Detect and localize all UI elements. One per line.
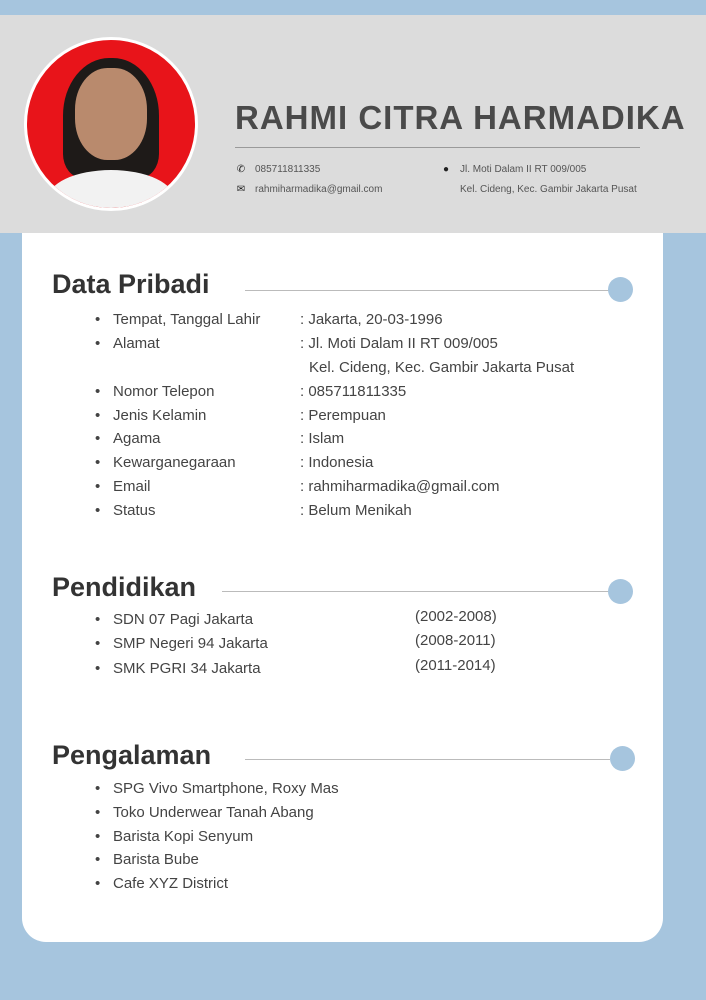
personal-value: : Perempuan: [300, 407, 386, 424]
address-line2: Kel. Cideng, Kec. Gambir Jakarta Pusat: [460, 184, 637, 195]
personal-value: : rahmiharmadika@gmail.com: [300, 478, 500, 495]
bullet-icon: •: [95, 454, 101, 471]
personal-label: [95, 407, 206, 425]
profile-photo: [24, 37, 198, 211]
education-item-text: SDN 07 Pagi Jakarta: [113, 611, 254, 628]
experience-item: [95, 804, 314, 822]
personal-value: : Indonesia: [300, 454, 374, 471]
experience-item: [95, 851, 199, 869]
personal-label: [95, 454, 236, 472]
email-contact: [235, 184, 382, 196]
phone-contact: [235, 164, 320, 176]
address-line1: Jl. Moti Dalam II RT 009/005: [460, 164, 587, 175]
personal-label-text: Kewarganegaraan: [113, 454, 236, 471]
personal-label-text: Jenis Kelamin: [113, 407, 207, 424]
divider: [245, 759, 610, 760]
personal-value: : Belum Menikah: [300, 502, 412, 519]
personal-label: [95, 383, 214, 401]
address-contact-2: [460, 184, 637, 196]
phone-icon: ✆: [236, 164, 246, 175]
section-title-experience: Pengalaman: [52, 740, 212, 770]
personal-value-cont: Kel. Cideng, Kec. Gambir Jakarta Pusat: [309, 359, 575, 376]
personal-label: [95, 430, 161, 448]
personal-label: [95, 311, 260, 329]
education-item: [95, 660, 261, 678]
experience-item: [95, 875, 228, 893]
education-years: (2002-2008): [415, 608, 497, 625]
personal-label-text: Status: [113, 502, 156, 519]
experience-item-text: Barista Bube: [113, 851, 199, 868]
experience-item-text: Barista Kopi Senyum: [113, 828, 254, 845]
personal-label-text: Email: [113, 478, 151, 495]
personal-label: [95, 478, 151, 496]
location-pin-icon: ●: [442, 164, 450, 175]
bullet-icon: •: [95, 335, 101, 352]
bullet-icon: •: [95, 311, 101, 328]
email-icon: ✉: [236, 184, 246, 195]
bullet-icon: •: [95, 780, 101, 797]
experience-item-text: SPG Vivo Smartphone, Roxy Mas: [113, 780, 339, 797]
bullet-icon: •: [95, 828, 101, 845]
experience-item: [95, 828, 253, 846]
personal-label-text: Nomor Telepon: [113, 383, 215, 400]
bullet-icon: •: [95, 660, 101, 677]
bullet-icon: •: [95, 478, 101, 495]
personal-label-text: Tempat, Tanggal Lahir: [113, 311, 261, 328]
address-contact: [440, 164, 586, 176]
bullet-icon: •: [95, 407, 101, 424]
education-item-text: SMP Negeri 94 Jakarta: [113, 635, 268, 652]
personal-label: [95, 335, 160, 353]
bullet-icon: •: [95, 502, 101, 519]
divider: [235, 147, 640, 148]
education-item: [95, 635, 268, 653]
experience-item: [95, 780, 339, 798]
section-dot: [608, 579, 633, 604]
section-title-education: Pendidikan: [52, 572, 197, 602]
bullet-icon: •: [95, 635, 101, 652]
bullet-icon: •: [95, 611, 101, 628]
divider: [222, 591, 610, 592]
divider: [245, 290, 610, 291]
education-item-text: SMK PGRI 34 Jakarta: [113, 660, 261, 677]
phone-text: 085711811335: [255, 164, 321, 175]
education-years: (2011-2014): [415, 657, 496, 674]
personal-label-text: Agama: [113, 430, 161, 447]
personal-label: [95, 502, 156, 520]
section-dot: [608, 277, 633, 302]
personal-value: : Islam: [300, 430, 345, 447]
bullet-icon: •: [95, 430, 101, 447]
education-years: (2008-2011): [415, 632, 496, 649]
personal-label-text: Alamat: [113, 335, 160, 352]
bullet-icon: •: [95, 851, 101, 868]
email-text: rahmiharmadika@gmail.com: [255, 184, 383, 195]
full-name: RAHMI CITRA HARMADIKA: [235, 99, 686, 136]
bullet-icon: •: [95, 383, 101, 400]
experience-item-text: Toko Underwear Tanah Abang: [113, 804, 314, 821]
personal-value: : Jakarta, 20-03-1996: [300, 311, 443, 328]
section-title-personal: Data Pribadi: [52, 269, 210, 299]
section-dot: [610, 746, 635, 771]
personal-value: : 085711811335: [300, 383, 407, 400]
bullet-icon: •: [95, 804, 101, 821]
education-item: [95, 611, 253, 629]
experience-item-text: Cafe XYZ District: [113, 875, 229, 892]
personal-value: : Jl. Moti Dalam II RT 009/005: [300, 335, 498, 352]
bullet-icon: •: [95, 875, 101, 892]
